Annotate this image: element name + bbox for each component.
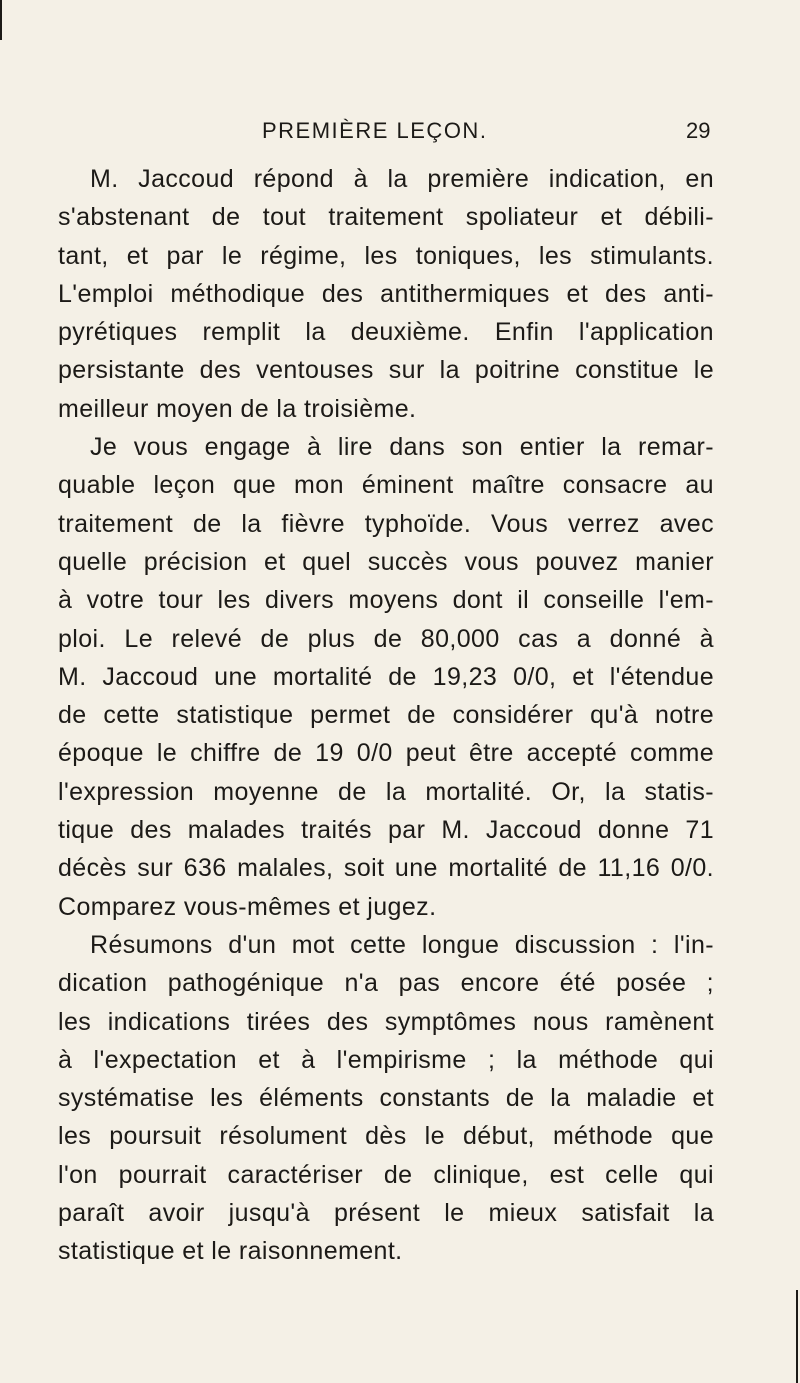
text-line: ploi. Le relevé de plus de 80,000 cas a donné à xyxy=(58,624,714,653)
text-line: quelle précision et quel succès vous pouvez manier xyxy=(58,547,714,576)
text-line: systématise les éléments constants de la maladie et xyxy=(58,1084,714,1113)
text-line: les indications tirées des symptômes nous ramènent xyxy=(58,1007,714,1036)
page-edge-line xyxy=(796,1290,798,1383)
text-line: décès sur 636 malales, soit une mortalité de 11,16 0/0. xyxy=(58,854,714,883)
running-head xyxy=(0,118,800,148)
text-line: Résumons d'un mot cette longue discussion : l'in- xyxy=(90,930,714,959)
running-title: PREMIÈRE LEÇON. xyxy=(262,118,488,143)
text-line: époque le chiffre de 19 0/0 peut être accepté comme xyxy=(58,739,714,768)
text-line: pyrétiques remplit la deuxième. Enfin l'application xyxy=(58,318,714,347)
page-number: 29 xyxy=(686,118,711,143)
page-edge-line xyxy=(0,0,2,40)
text-line: Comparez vous-mêmes et jugez. xyxy=(58,892,437,921)
text-line: L'emploi méthodique des antithermiques et des anti- xyxy=(58,279,714,308)
text-line: M. Jaccoud une mortalité de 19,23 0/0, et l'étendue xyxy=(58,662,714,691)
text-line: tique des malades traités par M. Jaccoud donne 71 xyxy=(58,816,714,845)
text-line: tant, et par le régime, les toniques, les stimulants. xyxy=(58,241,714,270)
text-line: meilleur moyen de la troisième. xyxy=(58,394,417,423)
text-line: s'abstenant de tout traitement spoliateur et débili- xyxy=(58,203,714,232)
text-line: l'on pourrait caractériser de clinique, est celle qui xyxy=(58,1160,714,1189)
text-line: de cette statistique permet de considérer qu'à notre xyxy=(58,701,714,730)
text-line: à votre tour les divers moyens dont il conseille l'em- xyxy=(58,586,714,615)
text-line: à l'expectation et à l'empirisme ; la méthode qui xyxy=(58,1045,714,1074)
text-line: traitement de la fièvre typhoïde. Vous verrez avec xyxy=(58,509,714,538)
text-line: les poursuit résolument dès le début, méthode que xyxy=(58,1122,714,1151)
text-line: Je vous engage à lire dans son entier la remar- xyxy=(90,433,714,462)
text-line: M. Jaccoud répond à la première indication, en xyxy=(90,165,714,193)
text-line: dication pathogénique n'a pas encore été posée ; xyxy=(58,969,714,998)
body-text xyxy=(58,160,714,1271)
text-line: paraît avoir jusqu'à présent le mieux satisfait la xyxy=(58,1199,714,1228)
text-line: l'expression moyenne de la mortalité. Or, la statis- xyxy=(58,777,714,806)
text-line: statistique et le raisonnement. xyxy=(58,1237,403,1266)
text-line: persistante des ventouses sur la poitrine constitue le xyxy=(58,356,714,385)
text-line: quable leçon que mon éminent maître consacre au xyxy=(58,471,714,500)
